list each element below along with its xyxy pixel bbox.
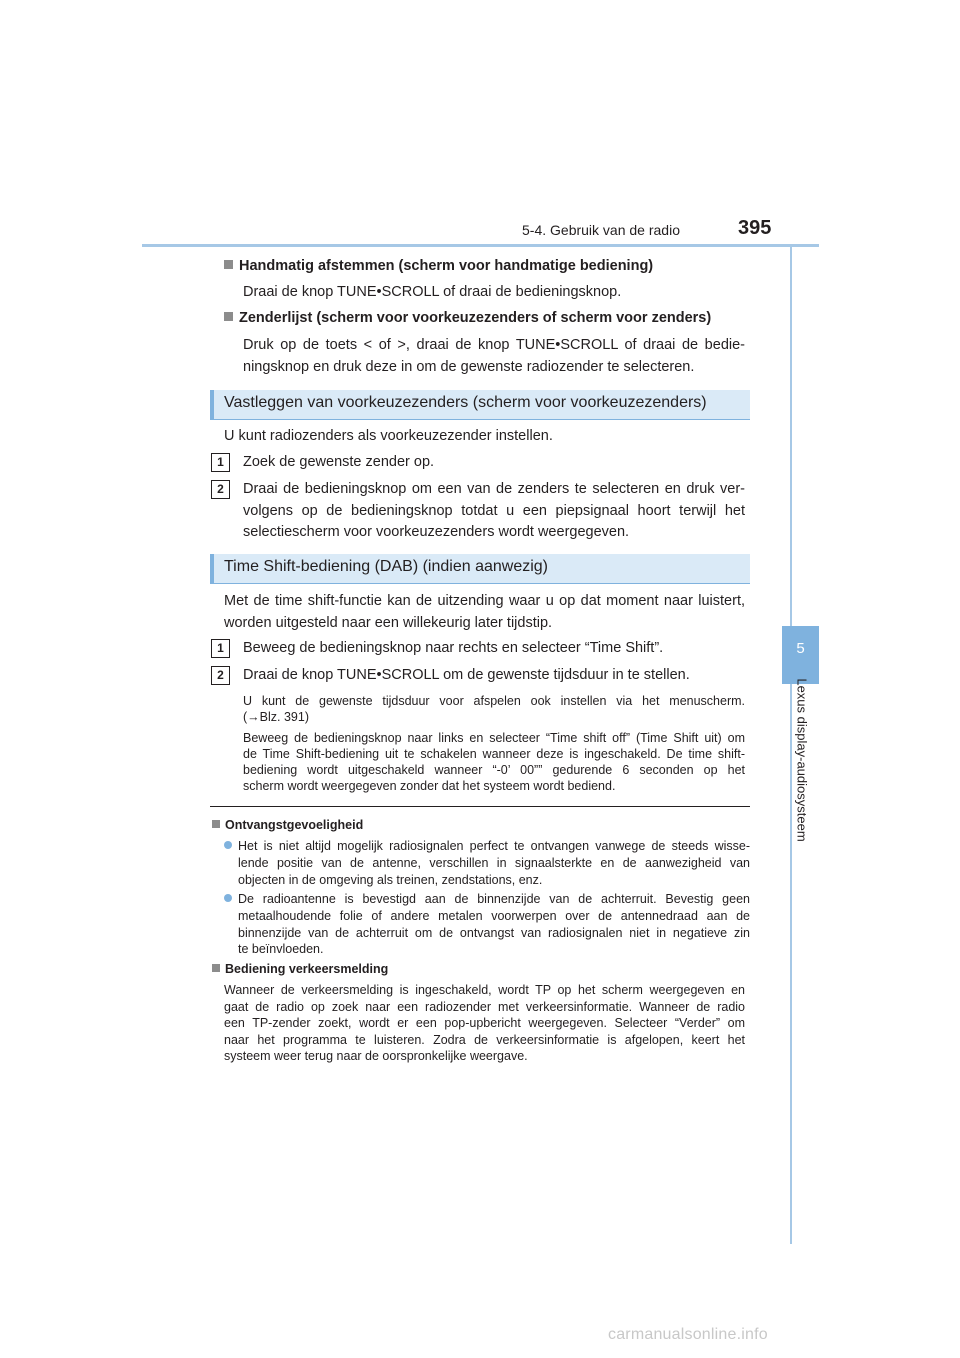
- reception-heading: Ontvangstgevoeligheid: [212, 817, 363, 834]
- timeshift-intro: worden uitgesteld naar een willekeurig later tijdstip.: [224, 615, 553, 631]
- section-title: Vastleggen van voorkeuzezenders (scherm voor voorkeuzezenders): [224, 394, 707, 411]
- step-text: volgens op de bedieningsknop totdat u een piepsignaal hoort terwijl het: [243, 503, 745, 519]
- timeshift-note: Beweeg de bedieningsknop naar links en selecteer “Time shift off” (Time Shift uit) om: [243, 731, 745, 745]
- step-number: 1: [211, 639, 230, 658]
- reception-text: objecten in de omgeving als treinen, zendstations, enz.: [238, 873, 543, 887]
- traffic-text: Wanneer de verkeersmelding is ingeschakeld, wordt TP op het scherm weergegeven en: [224, 983, 745, 997]
- header-rule: [142, 244, 819, 247]
- timeshift-note: bediening wordt uitgeschakeld wanneer “-0’ 00”” gedurende 6 seconden op het: [243, 763, 745, 777]
- page-number: 395: [738, 217, 772, 239]
- reception-text: Het is niet altijd mogelijk radiosignalen perfect te ontvangen vanwege de steeds wisse-: [238, 839, 750, 853]
- reception-text: De radioantenne is bevestigd aan de binnenzijde van de achterruit. Bevestig geen: [238, 892, 750, 906]
- traffic-text: naar het programma te luisteren. Zodra de verkeersinformatie is afgelopen, keert het: [224, 1033, 745, 1047]
- section-title: Time Shift-bediening (DAB) (indien aanwezig): [224, 558, 548, 575]
- reception-text: lende positie van de antenne, verschillen in signaalsterkte en de aanwezigheid van: [238, 856, 750, 870]
- step-text: selectiescherm voor voorkeuzezenders wordt weergegeven.: [243, 524, 630, 540]
- step-text: Draai de bedieningsknop om een van de zenders te selecteren en druk ver-: [243, 481, 745, 497]
- chapter-title: Lexus display-audiosysteem: [794, 678, 810, 842]
- traffic-text: een TP-zender zoekt, wordt er een pop-upbericht weergegeven. Selecteer “Verder” om: [224, 1016, 745, 1030]
- timeshift-note: (→Blz. 391): [243, 710, 309, 724]
- timeshift-note: U kunt de gewenste tijdsduur voor afspelen ook instellen via het menuscherm.: [243, 694, 745, 708]
- manual-tuning-heading: Handmatig afstemmen (scherm voor handmatige bediening): [224, 256, 653, 278]
- timeshift-note: scherm wordt weergegeven zonder dat het systeem wordt bediend.: [243, 779, 616, 793]
- square-bullet-icon: [224, 312, 233, 321]
- reception-text: te beïnvloeden.: [238, 942, 324, 956]
- timeshift-note: de Time Shift-bediening uit te schakelen wanneer deze is ingeschakeld. De time shift-: [243, 747, 745, 761]
- step-text: Zoek de gewenste zender op.: [243, 454, 435, 470]
- station-list-line: ningsknop en druk deze in om de gewenste radiozender te selecteren.: [243, 359, 695, 375]
- presets-intro: U kunt radiozenders als voorkeuzezender instellen.: [224, 428, 553, 444]
- step-number: 1: [211, 453, 230, 472]
- step-number: 2: [211, 480, 230, 499]
- bullet-dot-icon: [224, 891, 237, 908]
- square-bullet-icon: [224, 260, 233, 269]
- square-bullet-icon: [212, 964, 220, 972]
- bullet-dot-icon: [224, 838, 237, 855]
- traffic-heading: Bediening verkeersmelding: [212, 961, 388, 978]
- step-number: 2: [211, 666, 230, 685]
- traffic-text: gaat de radio op zoek naar een radiozender met verkeersinformatie. Wanneer de radio: [224, 1000, 745, 1014]
- traffic-text: systeem weer terug naar de oorspronkelijke weergave.: [224, 1049, 528, 1063]
- reception-text: binnenzijde van de achterruit om de ontvangst van radiosignalen niet in negatieve zin: [238, 926, 750, 940]
- timeshift-intro: Met de time shift-functie kan de uitzending waar u op dat moment naar luistert,: [224, 593, 745, 609]
- side-rule: [790, 244, 792, 1244]
- notes-divider: [210, 806, 750, 807]
- section-header-presets: [210, 390, 750, 420]
- step-text: Beweeg de bedieningsknop naar rechts en selecteer “Time Shift”.: [243, 640, 664, 656]
- watermark: carmanualsonline.info: [608, 1326, 768, 1343]
- step-text: Draai de knop TUNE•SCROLL om de gewenste tijdsduur in te stellen.: [243, 667, 690, 683]
- manual-tuning-text: Draai de knop TUNE•SCROLL of draai de bedieningsknop.: [243, 284, 622, 300]
- section-header-timeshift: [210, 554, 750, 584]
- station-list-heading: Zenderlijst (scherm voor voorkeuzezenders of scherm voor zenders): [224, 308, 711, 330]
- square-bullet-icon: [212, 820, 220, 828]
- header-section-title: 5-4. Gebruik van de radio: [522, 222, 680, 238]
- reception-text: metaalhoudende folie of andere metalen voorwerpen over de antennedraad aan de: [238, 909, 750, 923]
- station-list-line: Druk op de toets < of >, draai de knop TUNE•SCROLL of draai de bedie-: [243, 337, 745, 353]
- chapter-number: 5: [796, 640, 805, 657]
